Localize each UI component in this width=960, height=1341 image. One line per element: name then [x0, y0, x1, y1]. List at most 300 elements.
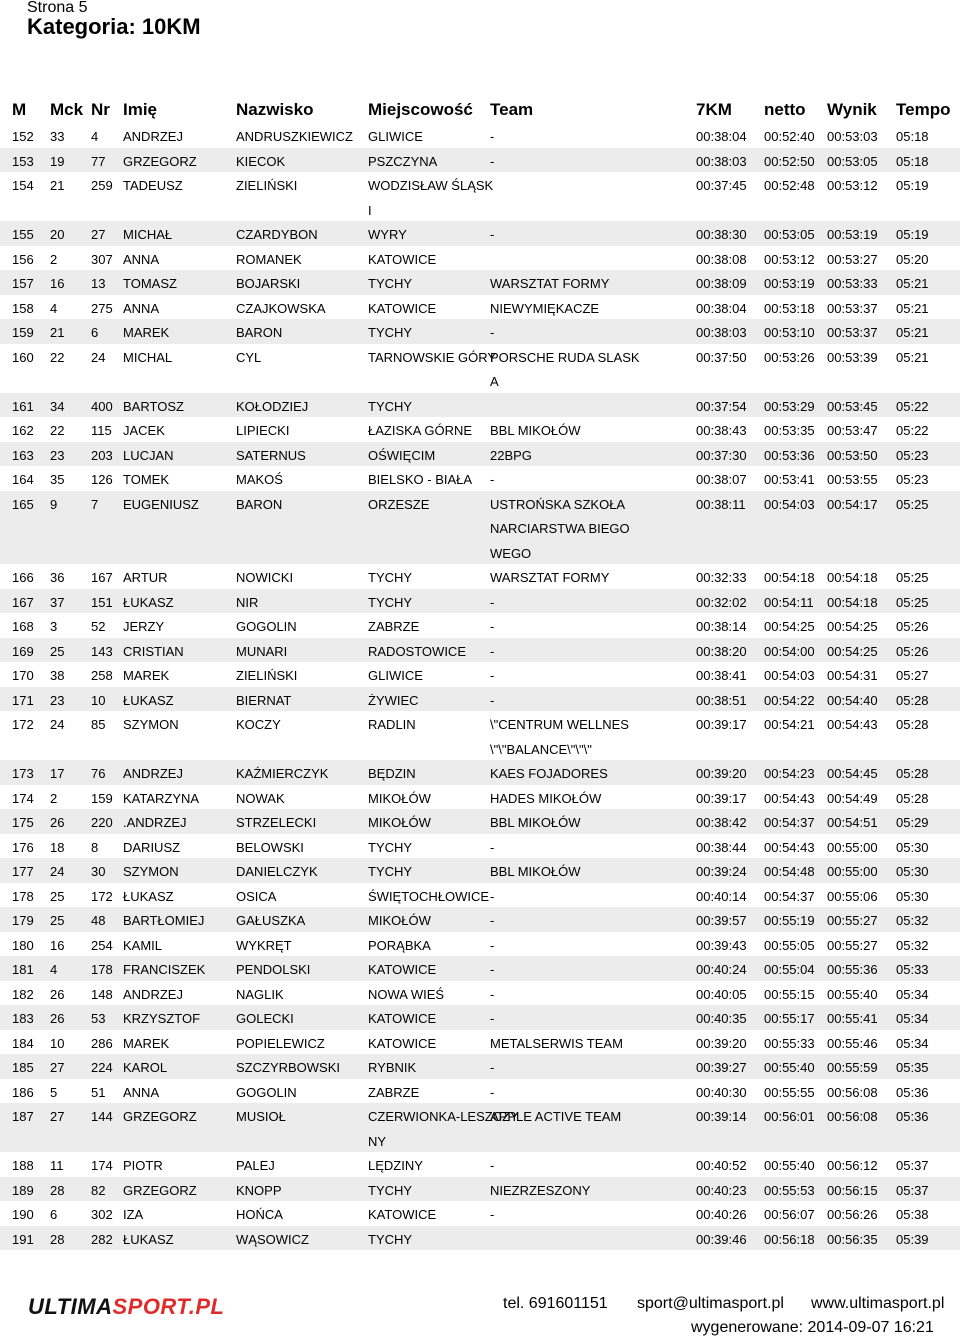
cell-imie: MAREK	[123, 1035, 170, 1051]
cell-team: \"CENTRUM WELLNES	[490, 717, 629, 732]
cell-imie: SZYMON	[123, 717, 179, 732]
cell-nazwisko: WĄSOWICZ	[236, 1231, 309, 1247]
cell-team: -	[490, 472, 495, 487]
cell-imie: ANNA	[123, 251, 160, 267]
cell-miasto: OŚWIĘCIM	[368, 447, 436, 463]
cell-tempo: 05:34	[896, 986, 929, 1002]
cell-wynik: 00:53:37	[827, 300, 878, 316]
cell-wynik: 00:54:25	[827, 643, 878, 659]
cell-m: 159	[12, 325, 34, 340]
cell-nr: 76	[91, 766, 106, 781]
cell-km7: 00:39:43	[696, 937, 747, 953]
cell-m: 173	[12, 766, 34, 781]
cell-m: 174	[12, 790, 34, 806]
cell-mck: 6	[50, 1207, 58, 1222]
cell-nr: 302	[91, 1207, 113, 1222]
cell-nr: 82	[91, 1182, 106, 1198]
cell-team: PORSCHE RUDA SLASK	[490, 349, 640, 365]
cell-nr: 4	[91, 129, 99, 144]
cell-nr: 174	[91, 1158, 113, 1173]
table-row	[0, 1152, 960, 1177]
cell-team: -	[490, 619, 495, 634]
cell-km7: 00:40:26	[696, 1207, 747, 1222]
cell-netto: 00:53:18	[764, 300, 815, 316]
cell-miasto: RADLIN	[368, 717, 416, 732]
cell-miasto: GLIWICE	[368, 668, 423, 683]
cell-netto: 00:52:48	[764, 178, 815, 193]
cell-team: BBL MIKOŁÓW	[490, 423, 581, 438]
cell-netto: 00:55:53	[764, 1182, 815, 1198]
column-header-netto: netto	[764, 100, 806, 119]
cell-mck: 38	[50, 668, 65, 683]
cell-miasto: KATOWICE	[368, 1035, 437, 1051]
cell-km7: 00:38:03	[696, 325, 747, 340]
cell-netto: 00:53:10	[764, 325, 815, 340]
cell-nr: 159	[91, 790, 113, 806]
cell-wynik: 00:54:51	[827, 815, 878, 830]
cell-team: -	[490, 129, 495, 144]
cell-netto: 00:53:19	[764, 276, 815, 291]
table-row	[0, 295, 960, 320]
cell-netto: 00:54:37	[764, 888, 815, 904]
cell-mck: 25	[50, 888, 65, 904]
cell-mck: 16	[50, 937, 65, 953]
table-header	[0, 96, 960, 123]
table-row	[0, 932, 960, 957]
cell-netto: 00:56:07	[764, 1207, 815, 1222]
cell-wynik: 00:55:27	[827, 913, 878, 928]
cell-m: 190	[12, 1207, 34, 1222]
cell-team: WARSZTAT FORMY	[490, 570, 610, 585]
table-row	[0, 221, 960, 246]
cell-miasto: TYCHY	[368, 398, 413, 414]
page-number: Strona 5	[27, 0, 88, 16]
cell-team: APPLE ACTIVE TEAM	[490, 1109, 622, 1124]
cell-netto: 00:54:03	[764, 496, 815, 512]
table-row	[0, 1177, 960, 1202]
cell-miasto: TYCHY	[368, 1182, 413, 1198]
cell-wynik: 00:54:31	[827, 668, 878, 683]
cell-imie: ANDRZEJ	[123, 129, 183, 144]
cell-wynik: 00:54:49	[827, 790, 878, 806]
cell-wynik: 00:54:18	[827, 594, 878, 610]
cell-wynik: 00:53:45	[827, 398, 878, 414]
cell-wynik: 00:54:25	[827, 619, 878, 634]
cell-mck: 17	[50, 766, 65, 781]
cell-tempo: 05:20	[896, 251, 929, 267]
cell-netto: 00:54:11	[764, 594, 814, 610]
cell-miasto: ŁAZISKA GÓRNE	[368, 423, 473, 438]
cell-mck: 24	[50, 717, 65, 732]
cell-nazwisko: CZARDYBON	[236, 227, 318, 242]
cell-wynik: 00:53:39	[827, 349, 878, 365]
cell-wynik: 00:56:15	[827, 1182, 878, 1198]
cell-nr: 13	[91, 276, 106, 291]
cell-wynik: 00:54:17	[827, 496, 878, 512]
cell-imie: FRANCISZEK	[123, 962, 206, 977]
cell-miasto: RYBNIK	[368, 1060, 417, 1075]
cell-nazwisko: BARON	[236, 325, 283, 340]
cell-tempo: 05:21	[896, 300, 929, 316]
logo-text-right: SPORT.PL	[112, 1294, 225, 1319]
cell-mck: 10	[50, 1035, 65, 1051]
cell-mck: 37	[50, 594, 65, 610]
cell-m: 169	[12, 643, 34, 659]
cell-netto: 00:55:40	[764, 1060, 815, 1075]
cell-miasto: TYCHY	[368, 839, 413, 855]
cell-nazwisko: NOWAK	[236, 790, 285, 806]
cell-team: -	[490, 1158, 495, 1173]
table-row	[0, 613, 960, 638]
cell-tempo: 05:36	[896, 1084, 929, 1100]
cell-team: -	[490, 888, 495, 904]
cell-m: 189	[12, 1182, 34, 1198]
table-row	[0, 1054, 960, 1079]
cell-nazwisko: ZIELIŃSKI	[236, 668, 298, 683]
footer-email[interactable]: sport@ultimasport.pl	[637, 1295, 784, 1312]
cell-km7: 00:38:08	[696, 251, 747, 267]
cell-miasto: TYCHY	[368, 325, 413, 340]
cell-nr: 172	[91, 888, 113, 904]
cell-team: -	[490, 1207, 495, 1222]
cell-nr: 259	[91, 178, 113, 193]
cell-imie: TADEUSZ	[123, 178, 183, 193]
cell-m: 154	[12, 178, 34, 193]
column-header-imie: Imię	[123, 100, 158, 119]
cell-tempo: 05:28	[896, 717, 929, 732]
cell-mck: 5	[50, 1084, 58, 1100]
cell-miasto: KATOWICE	[368, 1011, 437, 1026]
cell-m: 185	[12, 1060, 34, 1075]
cell-wynik: 00:54:45	[827, 766, 878, 781]
table-row	[0, 319, 960, 344]
cell-team: 22BPG	[490, 447, 532, 463]
cell-imie: MICHAL	[123, 349, 173, 365]
cell-miasto: TARNOWSKIE GÓRY	[368, 349, 497, 365]
cell-mck: 25	[50, 643, 65, 659]
cell-wynik: 00:56:12	[827, 1158, 878, 1173]
cell-mck: 24	[50, 864, 65, 879]
cell-km7: 00:39:17	[696, 717, 747, 732]
cell-m: 163	[12, 447, 34, 463]
cell-nr: 286	[91, 1035, 113, 1051]
cell-nazwisko: LIPIECKI	[236, 423, 290, 438]
cell-m: 152	[12, 129, 34, 144]
cell-nr: 8	[91, 839, 99, 855]
cell-nazwisko: BOJARSKI	[236, 276, 301, 291]
cell-tempo: 05:21	[896, 349, 929, 365]
cell-imie: ANDRZEJ	[123, 986, 183, 1002]
cell-nr: 52	[91, 619, 106, 634]
cell-team: -	[490, 1011, 495, 1026]
table-row	[0, 172, 960, 221]
cell-imie: ŁUKASZ	[123, 888, 174, 904]
cell-km7: 00:38:14	[696, 619, 747, 634]
cell-wynik: 00:54:43	[827, 717, 878, 732]
cell-miasto: TYCHY	[368, 864, 413, 879]
cell-team: NARCIARSTWA BIEGO	[490, 521, 630, 536]
table-row	[0, 662, 960, 687]
cell-nazwisko: BIERNAT	[236, 692, 292, 708]
cell-netto: 00:55:55	[764, 1084, 815, 1100]
cell-mck: 26	[50, 1011, 65, 1026]
cell-nr: 77	[91, 153, 106, 169]
table-row	[0, 638, 960, 663]
cell-wynik: 00:56:35	[827, 1231, 878, 1247]
cell-nazwisko: GOGOLIN	[236, 1084, 297, 1100]
cell-imie: ARTUR	[123, 570, 168, 585]
ultimasport-logo	[28, 1294, 224, 1320]
cell-wynik: 00:54:18	[827, 570, 878, 585]
cell-m: 162	[12, 423, 34, 438]
cell-netto: 00:53:12	[764, 251, 815, 267]
cell-tempo: 05:37	[896, 1158, 929, 1173]
cell-netto: 00:54:18	[764, 570, 815, 585]
cell-nazwisko: OSICA	[236, 888, 277, 904]
cell-imie: ŁUKASZ	[123, 1231, 174, 1247]
cell-netto: 00:54:37	[764, 815, 815, 830]
cell-nr: 24	[91, 349, 106, 365]
cell-km7: 00:37:50	[696, 349, 747, 365]
cell-nr: 6	[91, 325, 99, 340]
cell-nr: 254	[91, 937, 113, 953]
cell-miasto: TYCHY	[368, 1231, 413, 1247]
table-row	[0, 858, 960, 883]
cell-km7: 00:38:04	[696, 129, 747, 144]
cell-wynik: 00:55:59	[827, 1060, 878, 1075]
cell-miasto: CZERWIONKA-LESZCZY	[368, 1109, 519, 1124]
cell-m: 187	[12, 1109, 34, 1124]
cell-nazwisko: NAGLIK	[236, 986, 284, 1002]
table-row	[0, 1079, 960, 1104]
cell-imie: LUCJAN	[123, 447, 174, 463]
cell-miasto: ŻYWIEC	[368, 692, 419, 708]
cell-km7: 00:38:04	[696, 300, 747, 316]
cell-miasto: NY	[368, 1133, 387, 1149]
cell-m: 164	[12, 472, 34, 487]
cell-km7: 00:38:51	[696, 692, 747, 708]
cell-km7: 00:39:24	[696, 864, 747, 879]
cell-m: 160	[12, 349, 34, 365]
cell-nazwisko: CZAJKOWSKA	[236, 300, 326, 316]
cell-team: USTROŃSKA SZKOŁA	[490, 496, 626, 512]
cell-km7: 00:37:45	[696, 178, 747, 193]
cell-nr: 258	[91, 668, 113, 683]
cell-netto: 00:55:04	[764, 962, 815, 977]
cell-team: -	[490, 692, 495, 708]
cell-netto: 00:56:18	[764, 1231, 815, 1247]
table-row	[0, 442, 960, 467]
cell-wynik: 00:55:00	[827, 864, 878, 879]
cell-nazwisko: POPIELEWICZ	[236, 1035, 325, 1051]
cell-tempo: 05:35	[896, 1060, 929, 1075]
cell-nazwisko: KAŹMIERCZYK	[236, 766, 329, 781]
table-row	[0, 270, 960, 295]
cell-imie: KATARZYNA	[123, 790, 200, 806]
cell-tempo: 05:34	[896, 1011, 929, 1026]
cell-tempo: 05:32	[896, 913, 929, 928]
cell-team: -	[490, 962, 495, 977]
cell-team: -	[490, 594, 495, 610]
cell-tempo: 05:38	[896, 1207, 929, 1222]
cell-mck: 3	[50, 619, 58, 634]
cell-nr: 115	[91, 423, 112, 438]
cell-nazwisko: ANDRUSZKIEWICZ	[236, 129, 353, 144]
column-header-miasto: Miejscowość	[368, 100, 473, 119]
cell-netto: 00:55:17	[764, 1011, 815, 1026]
cell-mck: 2	[50, 790, 58, 806]
cell-imie: EUGENIUSZ	[123, 496, 199, 512]
cell-imie: KRZYSZTOF	[123, 1011, 201, 1026]
cell-netto: 00:55:19	[764, 913, 815, 928]
cell-mck: 20	[50, 227, 65, 242]
cell-m: 161	[12, 398, 34, 414]
cell-tempo: 05:37	[896, 1182, 929, 1198]
cell-team: METALSERWIS TEAM	[490, 1035, 623, 1051]
cell-km7: 00:39:20	[696, 766, 747, 781]
cell-netto: 00:53:36	[764, 447, 815, 463]
cell-km7: 00:39:20	[696, 1035, 747, 1051]
cell-mck: 21	[50, 178, 65, 193]
cell-netto: 00:56:01	[764, 1109, 815, 1124]
cell-netto: 00:53:05	[764, 227, 815, 242]
cell-wynik: 00:53:47	[827, 423, 878, 438]
cell-miasto: ORZESZE	[368, 496, 430, 512]
cell-nazwisko: KIECOK	[236, 153, 286, 169]
cell-nazwisko: GAŁUSZKA	[236, 913, 306, 928]
cell-wynik: 00:55:36	[827, 962, 878, 977]
cell-wynik: 00:53:37	[827, 325, 878, 340]
cell-wynik: 00:55:06	[827, 888, 878, 904]
cell-km7: 00:39:46	[696, 1231, 747, 1247]
cell-mck: 4	[50, 962, 58, 977]
cell-nazwisko: STRZELECKI	[236, 815, 317, 830]
cell-miasto: KATOWICE	[368, 962, 437, 977]
cell-imie: MAREK	[123, 668, 170, 683]
cell-km7: 00:38:03	[696, 153, 747, 169]
cell-km7: 00:38:44	[696, 839, 747, 855]
cell-tempo: 05:30	[896, 864, 929, 879]
cell-nazwisko: BELOWSKI	[236, 839, 304, 855]
cell-team: BBL MIKOŁÓW	[490, 815, 581, 830]
cell-team: -	[490, 1084, 495, 1100]
cell-nr: 275	[91, 300, 113, 316]
cell-imie: ŁUKASZ	[123, 594, 174, 610]
cell-tempo: 05:25	[896, 570, 929, 585]
table-row	[0, 1201, 960, 1226]
cell-nr: 30	[91, 864, 106, 879]
cell-tempo: 05:26	[896, 643, 929, 659]
cell-netto: 00:54:43	[764, 790, 815, 806]
cell-miasto: KATOWICE	[368, 300, 437, 316]
cell-nr: 167	[91, 570, 113, 585]
cell-nr: 10	[91, 692, 106, 708]
table-row	[0, 491, 960, 565]
cell-m: 170	[12, 668, 34, 683]
cell-tempo: 05:19	[896, 178, 929, 193]
cell-mck: 22	[50, 349, 65, 365]
cell-nr: 48	[91, 913, 106, 928]
cell-netto: 00:53:26	[764, 349, 815, 365]
cell-nr: 203	[91, 447, 113, 463]
cell-wynik: 00:53:55	[827, 472, 878, 487]
column-header-wynik: Wynik	[827, 100, 877, 119]
cell-netto: 00:55:40	[764, 1158, 815, 1173]
cell-km7: 00:38:11	[696, 496, 746, 512]
cell-mck: 26	[50, 815, 65, 830]
cell-nr: 144	[91, 1109, 113, 1124]
cell-nazwisko: NIR	[236, 594, 259, 610]
cell-km7: 00:38:30	[696, 227, 747, 242]
cell-miasto: ŚWIĘTOCHŁOWICE	[368, 888, 490, 904]
cell-imie: ANNA	[123, 1084, 160, 1100]
column-header-mck: Mck	[50, 100, 84, 119]
cell-m: 181	[12, 962, 34, 977]
cell-team: NIEWYMIĘKACZE	[490, 300, 600, 316]
cell-mck: 23	[50, 447, 65, 463]
cell-team: A	[490, 374, 499, 389]
cell-netto: 00:53:35	[764, 423, 815, 438]
cell-m: 191	[12, 1231, 34, 1247]
cell-wynik: 00:54:40	[827, 692, 878, 708]
page-footer	[0, 1290, 960, 1341]
table-row	[0, 981, 960, 1006]
cell-nazwisko: KOŁODZIEJ	[236, 398, 309, 414]
cell-nazwisko: KNOPP	[236, 1182, 282, 1198]
cell-miasto: NOWA WIEŚ	[368, 986, 445, 1002]
footer-website[interactable]: www.ultimasport.pl	[811, 1295, 945, 1312]
cell-nr: 143	[91, 643, 113, 659]
column-header-nazwisko: Nazwisko	[236, 100, 314, 119]
cell-miasto: WODZISŁAW ŚLĄSK	[368, 178, 494, 193]
cell-imie: PIOTR	[123, 1158, 163, 1173]
cell-team: -	[490, 913, 495, 928]
cell-netto: 00:54:00	[764, 643, 815, 659]
table-body	[0, 123, 960, 1250]
cell-team: -	[490, 325, 495, 340]
cell-km7: 00:32:33	[696, 570, 747, 585]
table-row	[0, 148, 960, 173]
cell-tempo: 05:28	[896, 766, 929, 781]
cell-netto: 00:52:50	[764, 153, 815, 169]
cell-miasto: ZABRZE	[368, 619, 420, 634]
cell-imie: ANDRZEJ	[123, 766, 183, 781]
cell-imie: TOMASZ	[123, 276, 177, 291]
cell-miasto: I	[368, 202, 372, 218]
cell-tempo: 05:30	[896, 839, 929, 855]
table-row	[0, 1103, 960, 1152]
cell-km7: 00:40:14	[696, 888, 747, 904]
cell-m: 153	[12, 153, 34, 169]
cell-m: 166	[12, 570, 34, 585]
cell-nazwisko: GOGOLIN	[236, 619, 297, 634]
cell-imie: KAROL	[123, 1060, 168, 1075]
cell-m: 158	[12, 300, 34, 316]
cell-wynik: 00:55:00	[827, 839, 878, 855]
cell-km7: 00:39:27	[696, 1060, 747, 1075]
cell-nazwisko: WYKRĘT	[236, 937, 292, 953]
cell-team: -	[490, 839, 495, 855]
cell-tempo: 05:32	[896, 937, 929, 953]
cell-tempo: 05:25	[896, 496, 929, 512]
table-row	[0, 466, 960, 491]
cell-mck: 22	[50, 423, 65, 438]
cell-m: 183	[12, 1011, 34, 1026]
cell-miasto: TYCHY	[368, 276, 413, 291]
cell-nr: 51	[91, 1084, 106, 1100]
table-row	[0, 1030, 960, 1055]
cell-imie: MAREK	[123, 325, 170, 340]
